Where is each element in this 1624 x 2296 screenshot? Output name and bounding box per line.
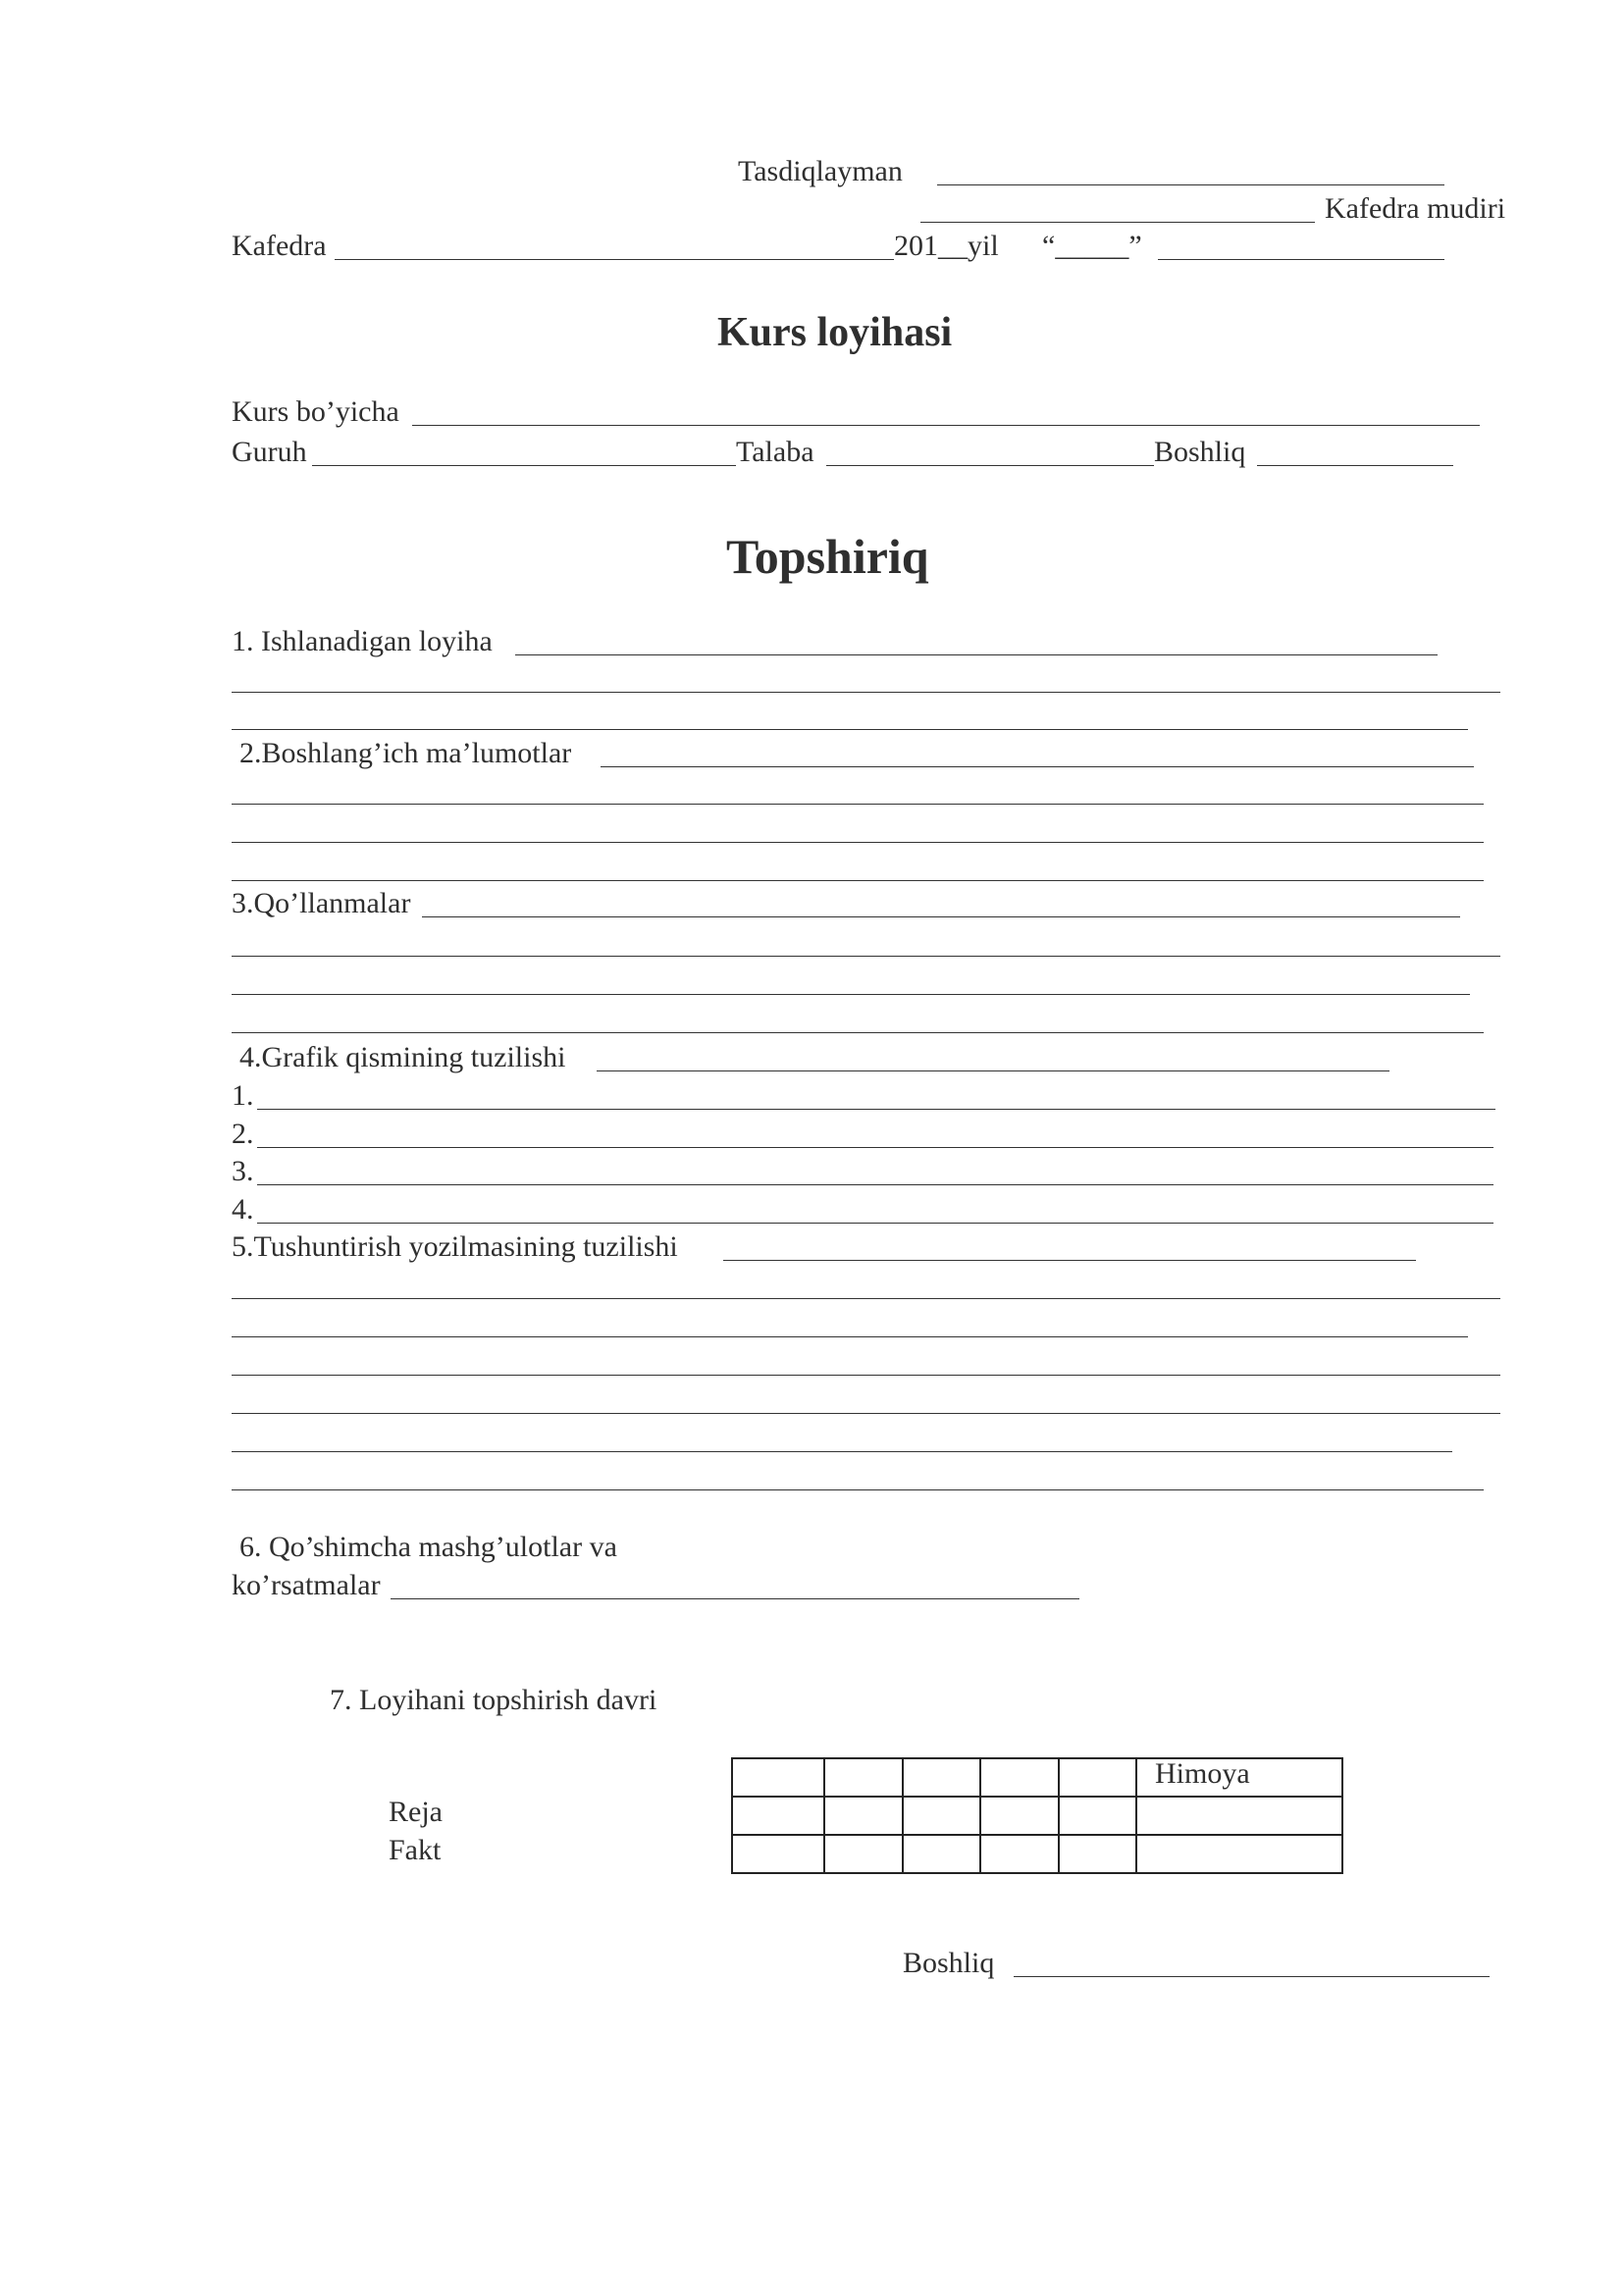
- defense-header-text: Himoya: [1155, 1757, 1250, 1790]
- group-line[interactable]: [312, 465, 736, 466]
- footer-supervisor-label: Boshliq: [903, 1947, 995, 1979]
- table-cell[interactable]: [824, 1758, 903, 1797]
- submission-schedule-table: [731, 1757, 1343, 1874]
- section-4-line[interactable]: [597, 1070, 1389, 1071]
- student-label: Talaba: [736, 436, 814, 468]
- table-cell[interactable]: [824, 1797, 903, 1835]
- table-cell[interactable]: [1059, 1758, 1136, 1797]
- year-label: 201__yil: [894, 230, 999, 262]
- group-label: Guruh: [232, 436, 307, 468]
- section-6-label-line-1: 6. Qo’shimcha mashg’ulotlar va: [239, 1531, 617, 1563]
- row-label-fact: Fakt: [389, 1834, 442, 1866]
- table-cell[interactable]: [903, 1835, 980, 1873]
- table-cell[interactable]: [903, 1797, 980, 1835]
- section-5-label: 5.Tushuntirish yozilmasining tuzilishi: [232, 1230, 678, 1263]
- section-5-line-6[interactable]: [232, 1451, 1452, 1452]
- section-3-line-3[interactable]: [232, 994, 1470, 995]
- section-5-line-3[interactable]: [232, 1336, 1468, 1337]
- table-row: [732, 1797, 1342, 1835]
- department-line[interactable]: [335, 259, 894, 260]
- section-4-item-2-line[interactable]: [257, 1147, 1493, 1148]
- table-cell[interactable]: [903, 1758, 980, 1797]
- table-cell[interactable]: [1136, 1835, 1342, 1873]
- section-5-line-7[interactable]: [232, 1489, 1484, 1490]
- course-line[interactable]: [412, 425, 1480, 426]
- table-cell[interactable]: [980, 1758, 1059, 1797]
- table-cell[interactable]: [1059, 1835, 1136, 1873]
- approve-signature-line[interactable]: [937, 184, 1444, 185]
- course-label: Kurs bo’yicha: [232, 395, 399, 428]
- section-5-line[interactable]: [723, 1260, 1416, 1261]
- section-4-item-1: 1.: [232, 1079, 254, 1112]
- section-3-label: 3.Qo’llanmalar: [232, 887, 411, 919]
- section-4-label: 4.Grafik qismining tuzilishi: [239, 1041, 566, 1073]
- section-4-item-3-line[interactable]: [257, 1184, 1493, 1185]
- section-3-line-2[interactable]: [232, 956, 1500, 957]
- table-cell[interactable]: [824, 1835, 903, 1873]
- head-name-line[interactable]: [920, 222, 1315, 223]
- student-line[interactable]: [826, 465, 1154, 466]
- section-3-line-4[interactable]: [232, 1032, 1484, 1033]
- defense-column-header: [1136, 1758, 1342, 1797]
- supervisor-line[interactable]: [1257, 465, 1453, 466]
- table-cell[interactable]: [980, 1835, 1059, 1873]
- supervisor-label: Boshliq: [1154, 436, 1246, 468]
- section-6-line[interactable]: [391, 1598, 1079, 1599]
- table-cell[interactable]: [732, 1835, 824, 1873]
- page-title: Kurs loyihasi: [717, 310, 953, 355]
- table-cell[interactable]: [980, 1797, 1059, 1835]
- date-line[interactable]: [1158, 259, 1444, 260]
- table-row: [732, 1835, 1342, 1873]
- section-7-label: 7. Loyihani topshirish davri: [330, 1684, 657, 1716]
- date-quote: “_____”: [1042, 230, 1142, 262]
- section-2-line-3[interactable]: [232, 842, 1484, 843]
- section-6-label-line-2: ko’rsatmalar: [232, 1569, 381, 1601]
- table-cell[interactable]: [732, 1797, 824, 1835]
- approve-text: Tasdiqlayman: [738, 155, 903, 187]
- task-title: Topshiriq: [726, 529, 929, 584]
- section-1-line-2[interactable]: [232, 692, 1500, 693]
- approve-label: [738, 155, 903, 188]
- section-4-item-1-line[interactable]: [257, 1109, 1495, 1110]
- section-2-line-2[interactable]: [232, 804, 1484, 805]
- table-row: [732, 1758, 1342, 1797]
- section-2-line-4[interactable]: [232, 880, 1484, 881]
- table-cell[interactable]: [1059, 1797, 1136, 1835]
- table-cell[interactable]: [1136, 1797, 1342, 1835]
- section-4-item-4: 4.: [232, 1193, 254, 1226]
- section-1-line[interactable]: [515, 654, 1438, 655]
- section-4-item-3: 3.: [232, 1155, 254, 1187]
- section-2-line[interactable]: [601, 766, 1474, 767]
- section-1-line-3[interactable]: [232, 729, 1468, 730]
- row-label-plan: Reja: [389, 1796, 443, 1828]
- footer-supervisor-line[interactable]: [1014, 1976, 1490, 1977]
- section-1-label: 1. Ishlanadigan loyiha: [232, 625, 493, 657]
- section-2-label: 2.Boshlang’ich ma’lumotlar: [239, 737, 572, 769]
- table-cell[interactable]: [732, 1758, 824, 1797]
- section-5-line-4[interactable]: [232, 1375, 1500, 1376]
- department-label: Kafedra: [232, 230, 327, 262]
- section-5-line-2[interactable]: [232, 1298, 1500, 1299]
- section-5-line-5[interactable]: [232, 1413, 1500, 1414]
- section-4-item-2: 2.: [232, 1118, 254, 1150]
- section-4-item-4-line[interactable]: [257, 1223, 1493, 1224]
- head-of-department-label: Kafedra mudiri: [1325, 192, 1506, 225]
- section-3-line[interactable]: [422, 916, 1460, 917]
